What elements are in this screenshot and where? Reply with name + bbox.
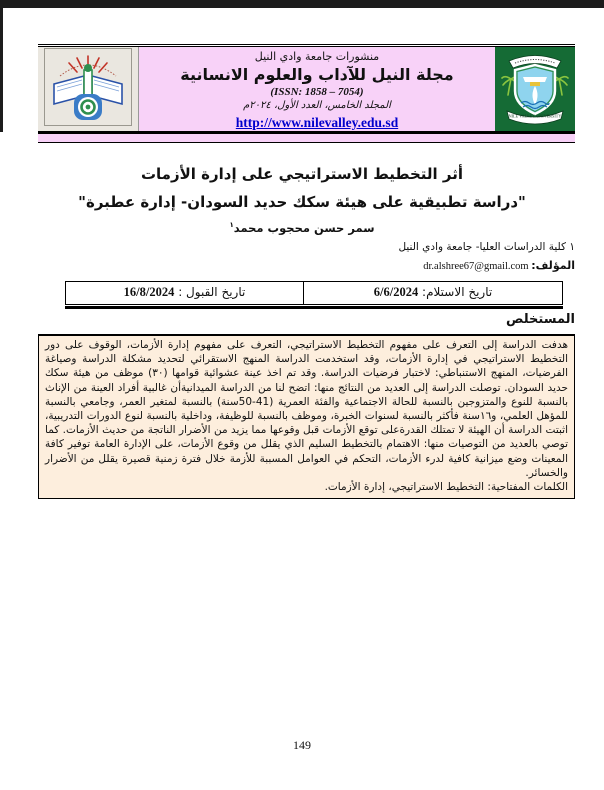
- author-email: dr.alshree67@gmail.com: [423, 261, 529, 272]
- article-title: أثر التخطيط الاستراتيجي على إدارة الأزمات: [140, 165, 464, 183]
- publisher-line: منشورات جامعة وادي النيل: [254, 50, 380, 63]
- issue-line: المجلد الخامس، العدد الأول، ٢٠٢٤م: [243, 99, 391, 111]
- scan-edge-top: [0, 0, 604, 8]
- accepted-date-cell: [65, 281, 303, 305]
- journal-header-band: [38, 44, 575, 134]
- right-logo-cell: [495, 47, 575, 131]
- scan-edge-left: [0, 8, 3, 132]
- journal-masthead: [139, 47, 495, 131]
- received-date-label: تاريخ الاستلام:: [422, 285, 493, 299]
- abstract-heading: المستخلص: [506, 312, 575, 327]
- journal-url-link[interactable]: http://www.nilevalley.edu.sd: [235, 115, 399, 130]
- left-logo-cell: [38, 47, 139, 131]
- author-label: المؤلف:: [531, 259, 575, 272]
- page-number: 149: [293, 738, 311, 752]
- author-affiliation-marker: ١: [229, 221, 234, 230]
- author-name: سمر حسن محجوب محمد: [233, 221, 375, 235]
- right-logo-banner-text: NILE VALLEY UNIVERSITY: [508, 113, 562, 119]
- accepted-date-label: تاريخ القبول :: [178, 285, 246, 299]
- received-date-value: 6/6/2024: [373, 285, 419, 299]
- accepted-date-value: 16/8/2024: [123, 285, 175, 299]
- article-subtitle: "دراسة تطبيقية على هيئة سكك حديد السودان- إدارة عطبرة": [78, 193, 526, 211]
- header-accent-strip: [38, 133, 575, 143]
- journal-title: مجلة النيل للآداب والعلوم الانسانية: [180, 64, 454, 84]
- issn-line: (ISSN: 1858 – 7054): [270, 85, 364, 98]
- wadi-alneel-university-logo-icon: [44, 48, 132, 130]
- author-line: [0, 221, 604, 235]
- dates-table: [65, 281, 563, 309]
- abstract-box: [38, 334, 575, 499]
- nile-valley-university-logo-icon: [497, 47, 573, 131]
- abstract-body-text: هدفت الدراسة إلى التعرف على مفهوم التخطيط الاستراتيجي، التعرف على مفهوم إدارة الأزمات، الوقوف على دور التخطيط الاستراتيجي في إدارة الأزمات، وقد استخدمت الدراسة المنهج الاستقرائي لتحديد مشكلة الدراسة وصياغة الفرضيات، المنهج الاستنباطي: لاختبار فرضيات الدراسة. وقد تم اخذ عينة عشوائية قوامها (٣٠) موظف من هيئة سكك حديد السودان. توصلت الدراسة إلى العديد من النتائج منها: اتضح لنا من الدراسة الميدانيةأن غالبية أفراد العينة من الإناث بالنسبة للنوع والمتزوجين بالنسبة للحالة الاجتماعية والفئة العمرية (41-50سنة) بالنسبة لمتغير العمر، وجامعي بالنسبة للمؤهل العلمي، و١٦سنة فأكثر بالنسبة لسنوات الخبرة، وموظف بالنسبة للوظيفة، وداخلية بالنسبة لنوع الدورات التدريبية، اثبتت الدراسة أن الهيئة لا تمتلك القدرةعلى توقع الأزمات قبل وقوعها مما يزيد من الأضرار الناتجة من حديث الأزمات. كما توصي بالعديد من التوصيات منها: الاهتمام بالتخطيط السليم الذي يقلل من وقوع الأزمات، على الإدارة العامة توفير كافة المعينات وضع ميزانية كافية لدرء الأزمات، التحكم في العوامل المسببة للأزمة خلال فترة زمنية قصيرة يقلل من الأضرار والخسائر.: [45, 339, 568, 479]
- received-date-cell: [303, 281, 563, 305]
- abstract-keywords: الكلمات المفتاحية: التخطيط الاستراتيجي، إدارة الأزمات.: [324, 481, 568, 494]
- corresponding-author-line: [38, 259, 575, 272]
- affiliation-line: ١ كلية الدراسات العليا- جامعة وادي النيل: [398, 241, 575, 253]
